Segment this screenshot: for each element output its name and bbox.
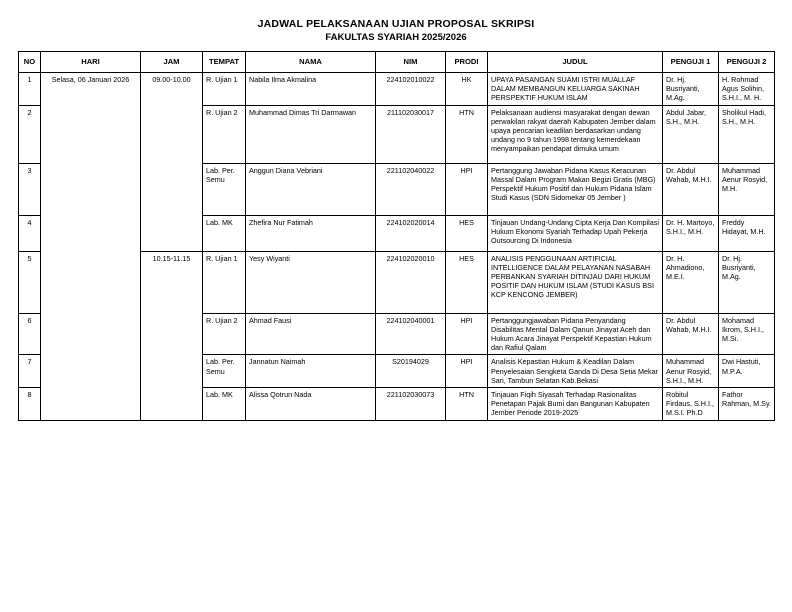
cell-penguji-2: Fathor Rahman, M.Sy.	[719, 388, 775, 421]
cell-penguji-2: Mohamad Ikrom, S.H.I., M.Si.	[719, 313, 775, 355]
cell-jam-group-2: 10.15-11.15	[141, 251, 203, 420]
cell-judul: Pertanggung Jawaban Pidana Kasus Keracunan Massal Dalam Program Makan Begizi Gratis (MBG) Perspektif Hukum Positif dan Hukum Pidana Islam Studi Kasus (SDN Sidomekar 05 Jember )	[488, 163, 663, 215]
schedule-table	[18, 51, 775, 421]
cell-penguji-2: Sholikul Hadi, S.H., M.H.	[719, 105, 775, 163]
cell-no: 3	[19, 163, 41, 215]
cell-judul: ANALISIS PENGGUNAAN ARTIFICIAL INTELLIGENCE DALAM PELAYANAN NASABAH PERBANKAN SYARIAH DITINJAU DARI HUKUM POSITIF DAN HUKUM ISLAM (STUDI KASUS BSI KCP KENCONG JEMBER)	[488, 251, 663, 313]
cell-penguji-1: Dr. H. Ahmadiono, M.E.I.	[663, 251, 719, 313]
column-header-prodi: PRODI	[446, 52, 488, 73]
column-header-judul: JUDUL	[488, 52, 663, 73]
cell-nim: 224102020010	[376, 251, 446, 313]
page-subtitle: FAKULTAS SYARIAH 2025/2026	[325, 32, 467, 43]
cell-prodi: HPI	[446, 355, 488, 388]
column-header-penguji-1: PENGUJI 1	[663, 52, 719, 73]
cell-no: 2	[19, 105, 41, 163]
cell-no: 6	[19, 313, 41, 355]
column-header-nama: NAMA	[246, 52, 376, 73]
cell-no: 7	[19, 355, 41, 388]
column-header-no: NO	[19, 52, 41, 73]
cell-penguji-1: Dr. Abdul Wahab, M.H.I.	[663, 313, 719, 355]
cell-prodi: HES	[446, 215, 488, 251]
column-header-penguji-2: PENGUJI 2	[719, 52, 775, 73]
table-row	[19, 73, 775, 106]
cell-penguji-2: Freddy Hidayat, M.H.	[719, 215, 775, 251]
cell-hari-group: Selasa, 06 Januari 2026	[41, 73, 141, 421]
table-header-row	[19, 52, 775, 73]
cell-prodi: HTN	[446, 105, 488, 163]
cell-penguji-1: Abdul Jabar, S.H., M.H.	[663, 105, 719, 163]
cell-prodi: HPI	[446, 163, 488, 215]
cell-tempat: Lab. MK	[203, 215, 246, 251]
cell-penguji-1: Dr. Hj. Busriyanti, M.Ag.	[663, 73, 719, 106]
cell-no: 1	[19, 73, 41, 106]
cell-penguji-2: Dwi Hastuti, M.P.A.	[719, 355, 775, 388]
cell-nama: Yesy Wiyanti	[246, 251, 376, 313]
cell-judul: Pertanggungjawaban Pidana Penyandang Disabilitas Mental Dalam Qanun Jinayat Aceh dan Hukum Acara Jinayat Perspektif Kepastian Hukum dan Rafiul Qalam	[488, 313, 663, 355]
cell-nim: 211102030017	[376, 105, 446, 163]
cell-nama: Muhammad Dimas Tri Darmawan	[246, 105, 376, 163]
column-header-hari: HARI	[41, 52, 141, 73]
cell-nama: Nabila Ilma Akmalina	[246, 73, 376, 106]
cell-judul: Tinjauan Undang-Undang Cipta Kerja Dan Kompilasi Hukum Ekonomi Syariah Terhadap Upah Pekerja Outsourcing Di Indonesia	[488, 215, 663, 251]
cell-nim: 221102030073	[376, 388, 446, 421]
cell-nama: Anggun Diana Vebriani	[246, 163, 376, 215]
cell-judul: UPAYA PASANGAN SUAMI ISTRI MUALLAF DALAM MEMBANGUN KELUARGA SAKINAH PERSPEKTIF HUKUM ISLAM	[488, 73, 663, 106]
cell-penguji-1: Dr. H. Martoyo, S.H.I., M.H.	[663, 215, 719, 251]
cell-no: 5	[19, 251, 41, 313]
cell-penguji-1: Muhammad Aenur Rosyid, S.H.I., M.H.	[663, 355, 719, 388]
cell-prodi: HES	[446, 251, 488, 313]
column-header-tempat: TEMPAT	[203, 52, 246, 73]
cell-penguji-1: Dr. Abdul Wahab, M.H.I.	[663, 163, 719, 215]
cell-tempat: R. Ujian 1	[203, 251, 246, 313]
column-header-nim: NIM	[376, 52, 446, 73]
cell-nama: Ahmad Fausi	[246, 313, 376, 355]
cell-no: 4	[19, 215, 41, 251]
cell-nim: 224102010022	[376, 73, 446, 106]
cell-penguji-1: Robitul Firdaus, S.H.I., M.S.I. Ph.D	[663, 388, 719, 421]
cell-tempat: Lab. Per. Semu	[203, 355, 246, 388]
cell-tempat: R. Ujian 1	[203, 73, 246, 106]
cell-prodi: HTN	[446, 388, 488, 421]
cell-tempat: Lab. MK	[203, 388, 246, 421]
cell-nim: 221102040022	[376, 163, 446, 215]
cell-penguji-2: Muhammad Aenur Rosyid, M.H.	[719, 163, 775, 215]
cell-nim: 224102020014	[376, 215, 446, 251]
cell-judul: Pelaksanaan audiensi masyarakat dengan dewan perwakilan rakyat daerah Kabupaten Jember dalam upaya pencarian keadilan berdasarkan undang undang no 9 tahun 1998 tentang kemerdekaan menyampaikan pendapat dimuka umum	[488, 105, 663, 163]
cell-no: 8	[19, 388, 41, 421]
cell-nama: Zhefira Nur Fatimah	[246, 215, 376, 251]
cell-prodi: HK	[446, 73, 488, 106]
cell-tempat: Lab. Per. Semu	[203, 163, 246, 215]
cell-nama: Jannatun Naimah	[246, 355, 376, 388]
column-header-jam: JAM	[141, 52, 203, 73]
cell-nama: Alissa Qotrun Nada	[246, 388, 376, 421]
cell-nim: S20194029	[376, 355, 446, 388]
cell-tempat: R. Ujian 2	[203, 105, 246, 163]
cell-jam-group-1: 09.00-10.00	[141, 73, 203, 252]
page-title: JADWAL PELAKSANAAN UJIAN PROPOSAL SKRIPSI	[257, 18, 535, 30]
cell-penguji-2: Dr. Hj. Busriyanti, M.Ag.	[719, 251, 775, 313]
cell-judul: Analisis Kepastian Hukum & Keadilan Dalam Penyelesaian Sengketa Ganda Di Desa Setia Mekar Sari, Tambun Selatan Kab.Bekasi	[488, 355, 663, 388]
cell-tempat: R. Ujian 2	[203, 313, 246, 355]
cell-penguji-2: H. Rohmad Agus Solihin, S.H.I., M. H.	[719, 73, 775, 106]
cell-prodi: HPI	[446, 313, 488, 355]
cell-judul: Tinjauan Fiqih Siyasah Terhadap Rasionalitas Penetapan Pajak Bumi dan Bangunan Kabupaten Jember Periode 2019-2025	[488, 388, 663, 421]
cell-nim: 224102040001	[376, 313, 446, 355]
